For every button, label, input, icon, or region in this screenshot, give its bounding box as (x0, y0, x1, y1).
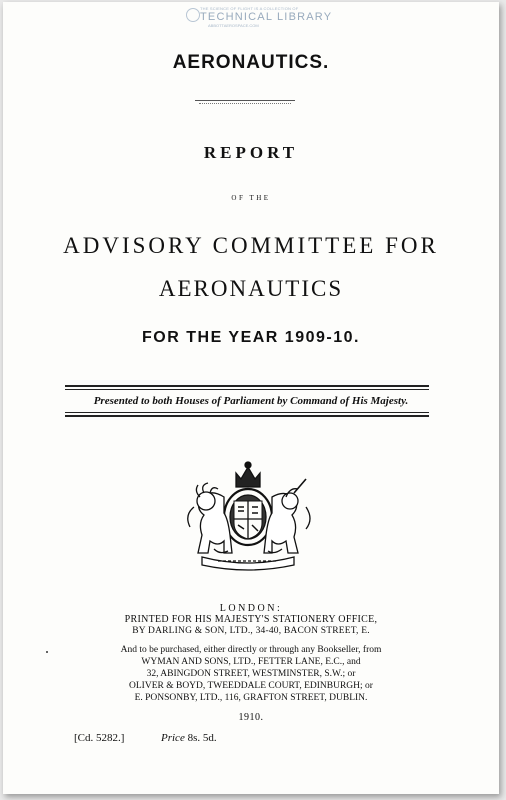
technical-library-watermark (186, 6, 336, 28)
imprint-location: LONDON: (219, 603, 283, 614)
of-the-text: OF THE (231, 194, 271, 202)
royal-coat-of-arms-icon (178, 457, 318, 572)
purchase-line: WYMAN AND SONS, LTD., FETTER LANE, E.C., and (141, 657, 361, 667)
report-heading: REPORT (203, 143, 299, 162)
document-title: AERONAUTICS. (172, 52, 330, 73)
purchase-info (3, 644, 499, 704)
imprint-year: 1910. (238, 712, 264, 723)
aeronautics-heading: AERONAUTICS (158, 276, 344, 301)
document-page (3, 2, 499, 794)
double-rule-bottom-thin (65, 412, 429, 413)
price-value: 8s. 5d. (187, 732, 217, 744)
imprint-publisher: BY DARLING & SON, LTD., 34-40, BACON STREET, E. (132, 626, 370, 636)
committee-heading: ADVISORY COMMITTEE FOR (63, 233, 439, 258)
purchase-line: 32, ABINGDON STREET, WESTMINSTER, S.W.; or (146, 669, 356, 679)
price-label: Price (161, 732, 185, 744)
double-rule-top (65, 385, 429, 387)
purchase-line: And to be purchased, either directly or through any Bookseller, from (120, 645, 382, 655)
year-heading: FOR THE YEAR 1909-10. (142, 329, 360, 346)
purchase-line: OLIVER & BOYD, TWEEDDALE COURT, EDINBURGH; or (129, 681, 373, 691)
watermark-title: TECHNICAL LIBRARY (200, 11, 333, 23)
title-ornament-divider (195, 100, 295, 104)
price (161, 732, 217, 744)
watermark-top-line: THE SCIENCE OF FLIGHT IS A COLLECTION OF (200, 6, 299, 11)
command-paper-number: [Cd. 5282.] (74, 732, 125, 744)
library-logo-icon (186, 8, 200, 22)
double-rule-bottom (65, 415, 429, 417)
presented-statement: Presented to both Houses of Parliament by Command of His Majesty. (93, 395, 409, 407)
watermark-sub-line: ABBOTTAEROSPACE.COM (208, 23, 259, 28)
purchase-line: E. PONSONBY, LTD., 116, GRAFTON STREET, DUBLIN. (134, 693, 368, 703)
imprint-printer: PRINTED FOR HIS MAJESTY'S STATIONERY OFFICE, (124, 614, 378, 625)
double-rule-top-thin (65, 389, 429, 390)
